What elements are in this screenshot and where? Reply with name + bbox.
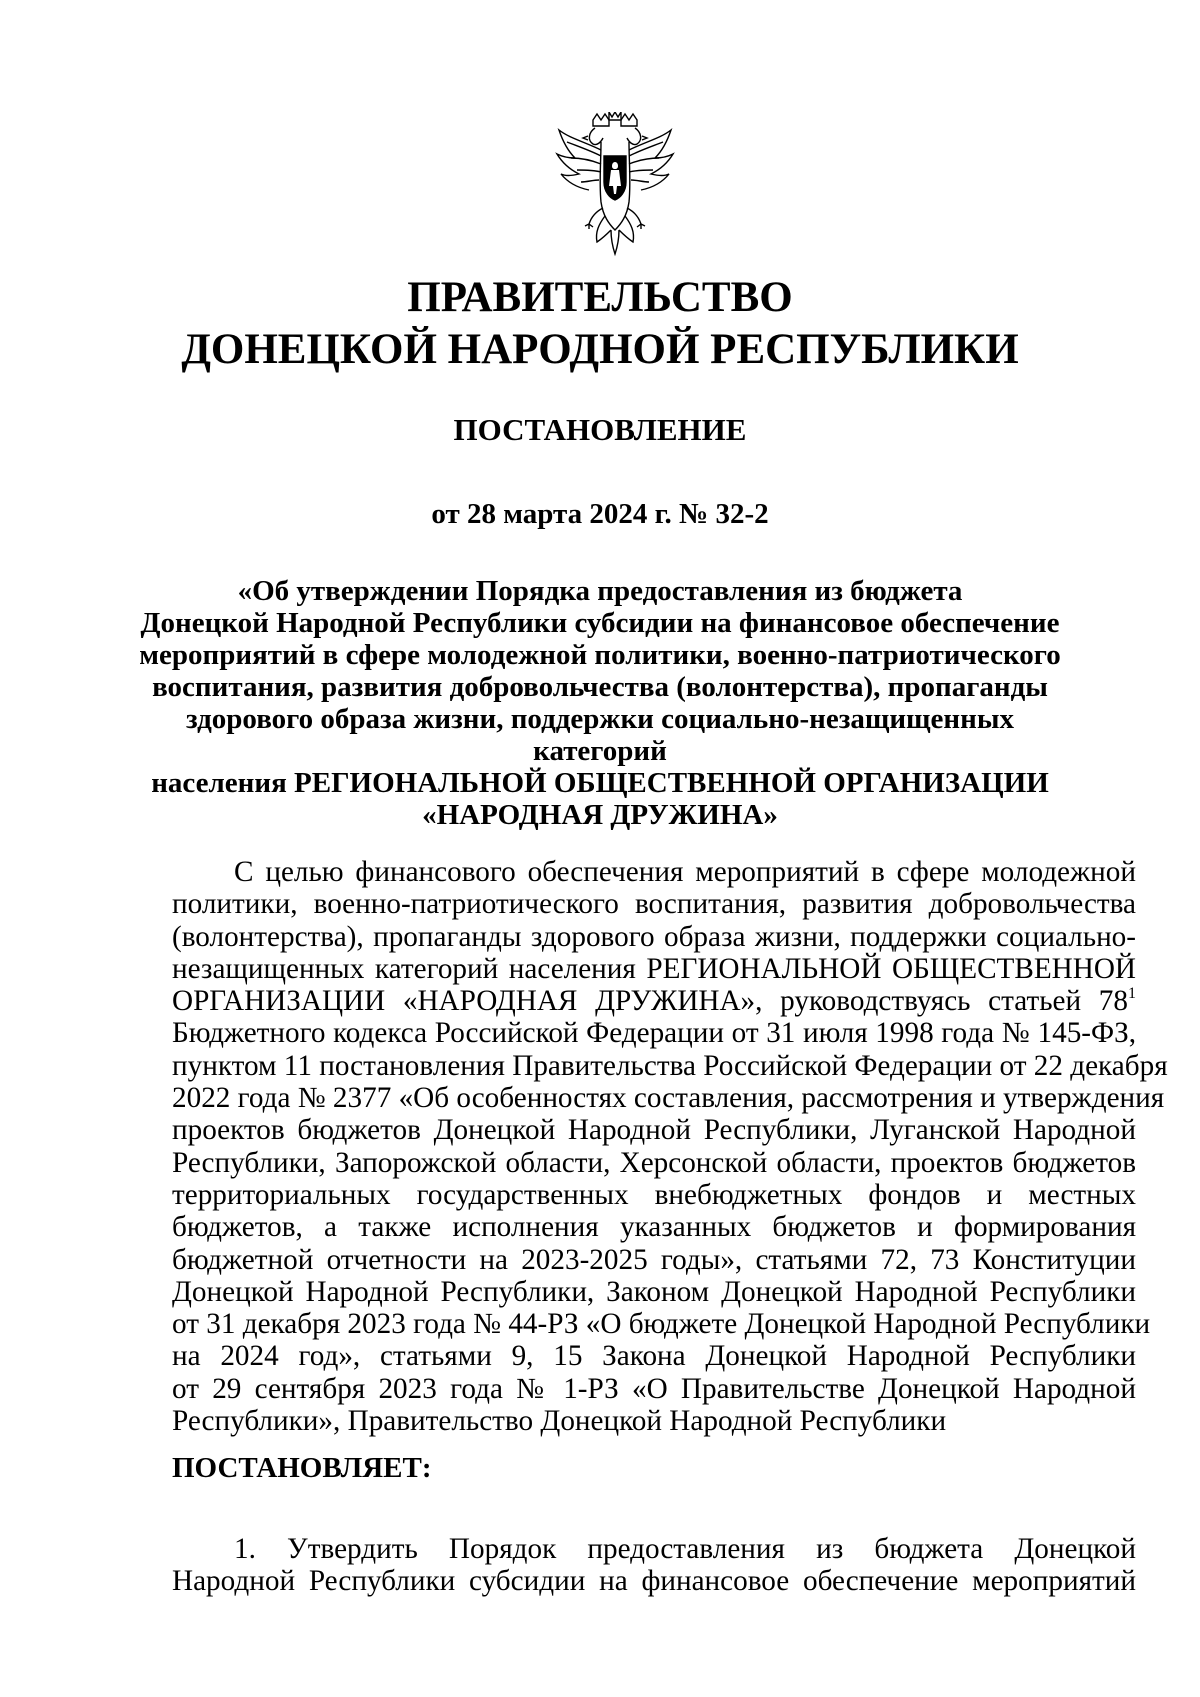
preamble-line: Донецкой Народной Республики, Законом Донецкой Народной Республики (172, 1275, 1136, 1308)
preamble-line: от 31 декабря 2023 года № 44-РЗ «О бюджете Донецкой Народной Республики (172, 1308, 1151, 1341)
preamble-line-text: ОРГАНИЗАЦИИ «НАРОДНАЯ ДРУЖИНА», руководствуясь статьей 78 (172, 985, 1128, 1018)
preamble-line: от 29 сентября 2023 года № 1-РЗ «О Правительстве Донецкой Народной (172, 1372, 1136, 1405)
subject-line: «НАРОДНАЯ ДРУЖИНА» (422, 799, 778, 831)
subject-line: здорового образа жизни, поддержки социально-незащищенных категорий (186, 703, 1014, 767)
document-type: ПОСТАНОВЛЕНИЕ (453, 412, 747, 447)
preamble-line: Бюджетного кодекса Российской Федерации от 31 июля 1998 года № 145-ФЗ, (172, 1017, 1136, 1050)
preamble-line: С целью финансового обеспечения мероприятий в сфере молодежной (234, 856, 1136, 888)
government-title-line-1: ПРАВИТЕЛЬСТВО (407, 274, 793, 321)
resolves-heading: ПОСТАНОВЛЯЕТ: (172, 1452, 432, 1484)
preamble-line-with-superscript (172, 985, 1136, 1017)
preamble-line: 2022 года № 2377 «Об особенностях составления, рассмотрения и утверждения (172, 1082, 1165, 1115)
coat-of-arms-icon (555, 112, 675, 260)
preamble-paragraph (172, 856, 1168, 1438)
document-date-number: от 28 марта 2024 г. № 32-2 (431, 498, 769, 530)
preamble-line: политики, военно-патриотического воспитания, развития добровольчества (172, 888, 1136, 921)
article-superscript: 1 (1128, 985, 1136, 1003)
preamble-line: пунктом 11 постановления Правительства Российской Федерации от 22 декабря (172, 1049, 1168, 1082)
preamble-line: незащищенных категорий населения РЕГИОНАЛЬНОЙ ОБЩЕСТВЕННОЙ (172, 952, 1136, 985)
item-1-line: 1. Утвердить Порядок предоставления из бюджета Донецкой (234, 1533, 1136, 1565)
subject-line: Донецкой Народной Республики субсидии на финансовое обеспечение (140, 607, 1060, 639)
government-title (150, 272, 1050, 376)
preamble-line: территориальных государственных внебюджетных фондов и местных (172, 1178, 1136, 1211)
preamble-line: бюджетной отчетности на 2023-2025 годы», статьями 72, 73 Конституции (172, 1243, 1136, 1276)
preamble-line: бюджетов, а также исполнения указанных бюджетов и формирования (172, 1211, 1136, 1244)
item-1-paragraph (172, 1533, 1136, 1598)
government-title-line-2: ДОНЕЦКОЙ НАРОДНОЙ РЕСПУБЛИКИ (181, 326, 1019, 373)
subject-line: населения РЕГИОНАЛЬНОЙ ОБЩЕСТВЕННОЙ ОРГАНИЗАЦИИ (151, 767, 1049, 799)
subject-line: воспитания, развития добровольчества (волонтерства), пропаганды (152, 671, 1048, 703)
subject-line: мероприятий в сфере молодежной политики, военно-патриотического (139, 639, 1061, 671)
preamble-line: проектов бюджетов Донецкой Народной Республики, Луганской Народной (172, 1114, 1136, 1147)
preamble-line: Республики, Запорожской области, Херсонской области, проектов бюджетов (172, 1146, 1136, 1179)
document-subject (130, 575, 1070, 831)
item-1-line: Народной Республики субсидии на финансовое обеспечение мероприятий (172, 1565, 1136, 1598)
preamble-line: Республики», Правительство Донецкой Народной Республики (172, 1405, 947, 1438)
preamble-line: (волонтерства), пропаганды здорового образа жизни, поддержки социально- (172, 920, 1136, 953)
subject-line: «Об утверждении Порядка предоставления из бюджета (237, 575, 963, 607)
preamble-line: на 2024 год», статьями 9, 15 Закона Донецкой Народной Республики (172, 1340, 1136, 1373)
